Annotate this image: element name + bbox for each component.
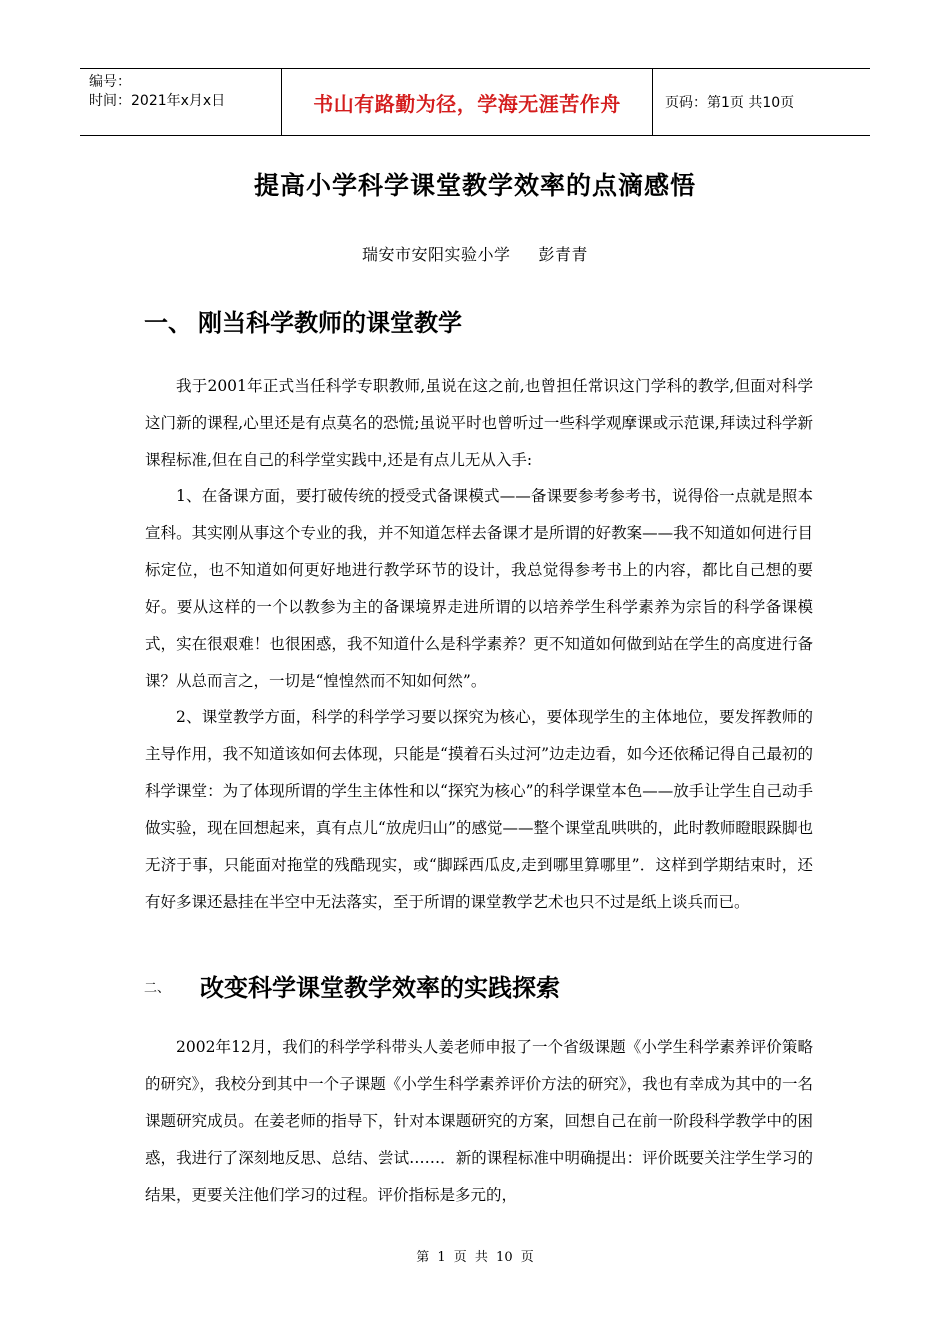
paragraph: 2、课堂教学方面，科学的科学学习要以探究为核心，要体现学生的主体地位，要发挥教师的主导作用，我不知道该如何去体现，只能是“摸着石头过河”边走边看，如今还依稀记得自己最初的科学课堂：为了体现所谓的学生主体性和以“探究为核心”的科学课堂本色——放手让学生自己动手做实验，现在回想起来，真有点儿“放虎归山”的感觉——整个课堂乱哄哄的，此时教师瞪眼跺脚也无济于事，只能面对拖堂的残酷现实，或“脚踩西瓜皮,走到哪里算哪里”．这样到学期结束时，还有好多课还悬挂在半空中无法落实，至于所谓的课堂教学艺术也只不过是纸上谈兵而已。 (145, 708, 813, 911)
section-heading-1 (144, 303, 462, 338)
author-name: 彭青青 (538, 245, 589, 264)
header-left-cell (80, 69, 281, 135)
motto-text: 书山有路勤为径，学海无涯苦作舟 (313, 91, 621, 116)
section-heading-2 (144, 968, 560, 1003)
page-footer: 第 1 页 共 10 页 (416, 1250, 534, 1265)
page-label: 页码：第1页 共10页 (665, 95, 795, 111)
date-label: 时间：2021年x月x日 (89, 93, 226, 109)
document-title: 提高小学科学课堂教学效率的点滴感悟 (253, 171, 696, 200)
section-number: 二、 (144, 981, 171, 996)
header-page-cell (653, 69, 870, 135)
section-title: 改变科学课堂教学效率的实践探索 (200, 974, 560, 1002)
paragraph: 我于2001年正式当任科学专职教师,虽说在这之前,也曾担任常识这门学科的教学,但面对科学这门新的课程,心里还是有点莫名的恐慌;虽说平时也曾听过一些科学观摩课或示范课,拜读过科学新课程标准,但在自己的科学堂实践中,还是有点儿无从入手: (145, 377, 813, 469)
header-motto-cell (281, 69, 653, 135)
author-line (0, 242, 950, 265)
author-school: 瑞安市安阳实验小学 (361, 245, 511, 264)
paragraph: 2002年12月，我们的科学学科带头人姜老师申报了一个省级课题《小学生科学素养评价策略的研究》，我校分到其中一个子课题《小学生科学素养评价方法的研究》，我也有幸成为其中的一名课题研究成员。在姜老师的指导下，针对本课题研究的方案，回想自己在前一阶段科学教学中的困惑，我进行了深刻地反思、总结、尝试……．新的课程标准中明确提出：评价既要关注学生学习的结果，更要关注他们学习的过程。评价指标是多元的， (145, 1038, 813, 1204)
number-label: 编号： (89, 74, 131, 90)
section-number: 一、 (144, 309, 192, 337)
paragraph: 1、在备课方面，要打破传统的授受式备课模式——备课要参考参考书，说得俗一点就是照本宣科。其实刚从事这个专业的我，并不知道怎样去备课才是所谓的好教案——我不知道如何进行目标定位，也不知道如何更好地进行教学环节的设计，我总觉得参考书上的内容，都比自己想的要好。要从这样的一个以教参为主的备课境界走进所谓的以培养学生科学素养为宗旨的科学备课模式，实在很艰难！也很困惑，我不知道什么是科学素养？更不知道如何做到站在学生的高度进行备课？从总而言之，一切是“惶惶然而不知如何然”。 (145, 487, 813, 690)
header-table (80, 68, 870, 136)
section-title: 刚当科学教师的课堂教学 (198, 309, 462, 337)
